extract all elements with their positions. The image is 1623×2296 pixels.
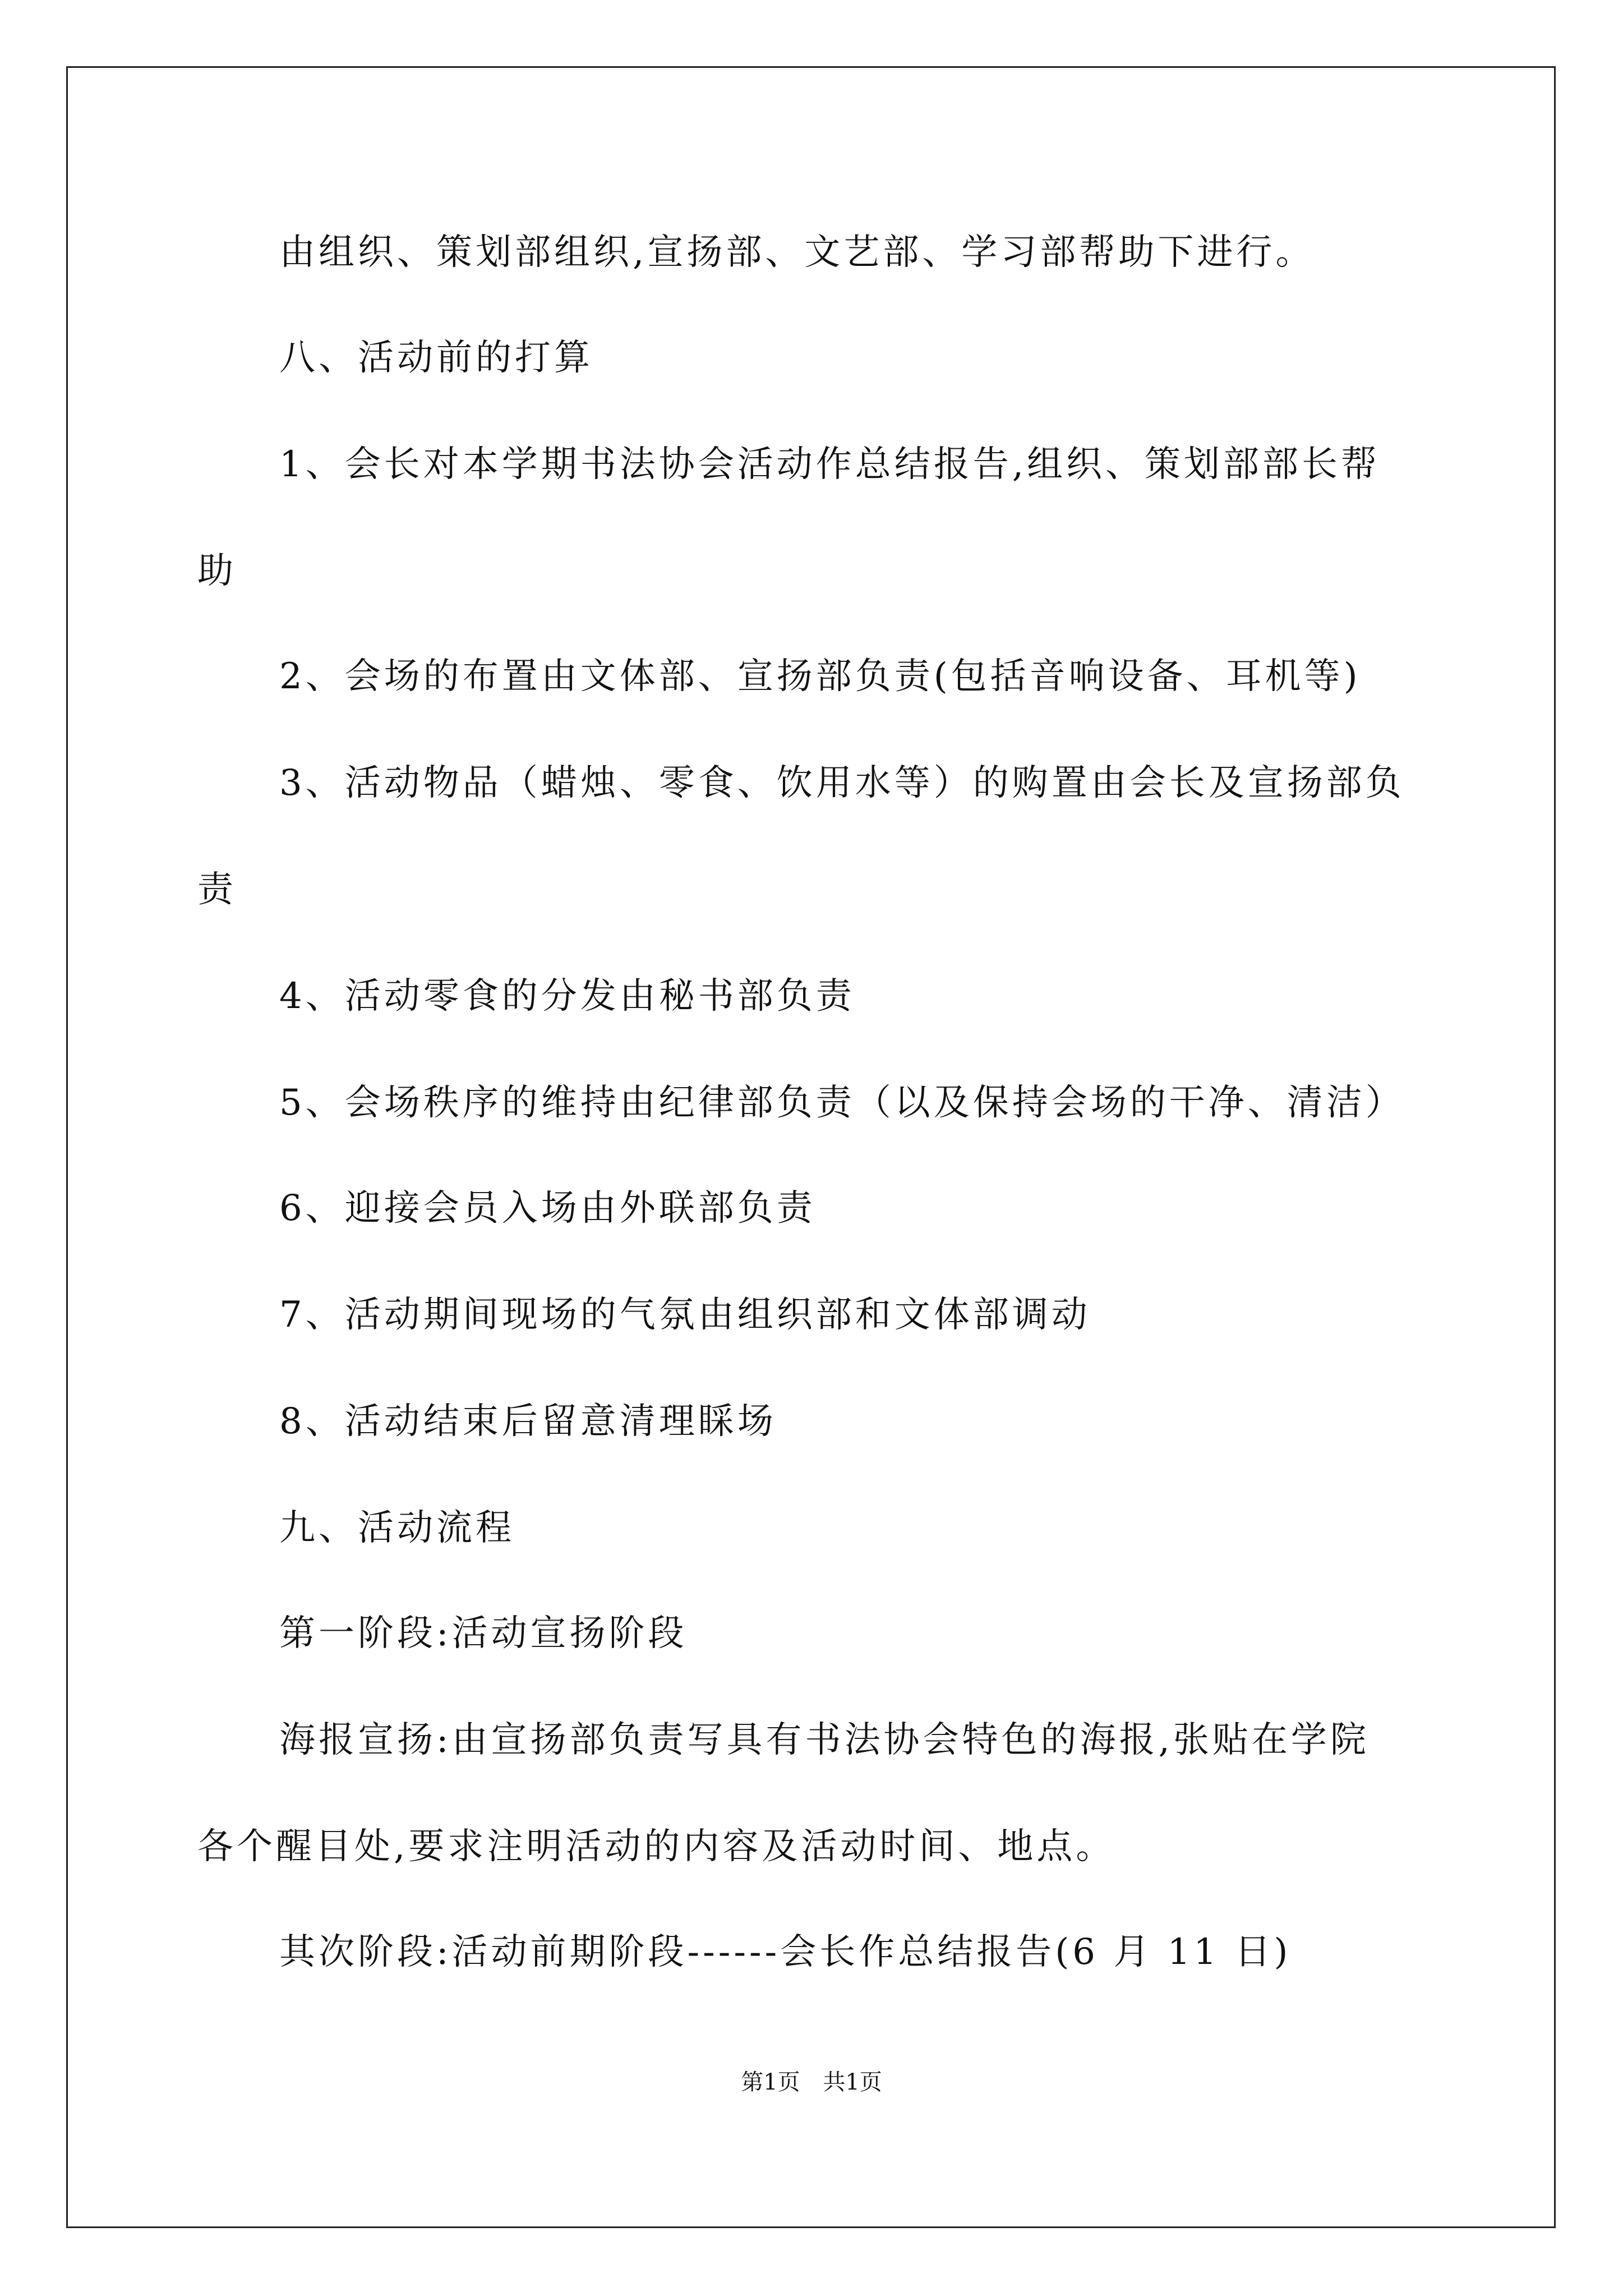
- page-total: 共1页: [823, 2069, 882, 2095]
- section-heading: 八、活动前的打算: [279, 337, 593, 379]
- list-item: 1、会长对本学期书法协会活动作总结报告,组织、策划部部长帮: [279, 444, 1381, 485]
- list-item: 6、迎接会员入场由外联部负责: [279, 1188, 816, 1229]
- page-number: 第1页: [741, 2069, 800, 2095]
- list-item: 5、会场秩序的维持由纪律部负责（以及保持会场的干净、清洁）: [279, 1082, 1405, 1124]
- list-item: 7、活动期间现场的气氛由组织部和文体部调动: [279, 1294, 1091, 1336]
- list-item-continuation: 助: [197, 550, 237, 592]
- list-item: 4、活动零食的分发由秘书部负责: [279, 976, 855, 1017]
- list-item-continuation: 责: [197, 869, 237, 910]
- paragraph-line: 各个醒目处,要求注明活动的内容及活动时间、地点。: [197, 1826, 1115, 1867]
- page-border: [66, 66, 1556, 2228]
- list-item: 2、会场的布置由文体部、宣扬部负责(包括音响设备、耳机等): [279, 656, 1361, 697]
- section-heading: 九、活动流程: [279, 1507, 515, 1549]
- paragraph-line: 由组织、策划部组织,宣扬部、文艺部、学习部帮助下进行。: [279, 232, 1315, 273]
- paragraph-line: 海报宣扬:由宣扬部负责写具有书法协会特色的海报,张贴在学院: [279, 1719, 1370, 1761]
- paragraph-line: 其次阶段:活动前期阶段------会长作总结报告(6 月 11 日): [279, 1931, 1292, 1973]
- list-item: 8、活动结束后留意清理睬场: [279, 1401, 777, 1442]
- page-footer: [0, 2068, 1623, 2097]
- paragraph-line: 第一阶段:活动宣扬阶段: [279, 1613, 688, 1654]
- list-item: 3、活动物品（蜡烛、零食、饮用水等）的购置由会长及宣扬部负: [279, 762, 1405, 804]
